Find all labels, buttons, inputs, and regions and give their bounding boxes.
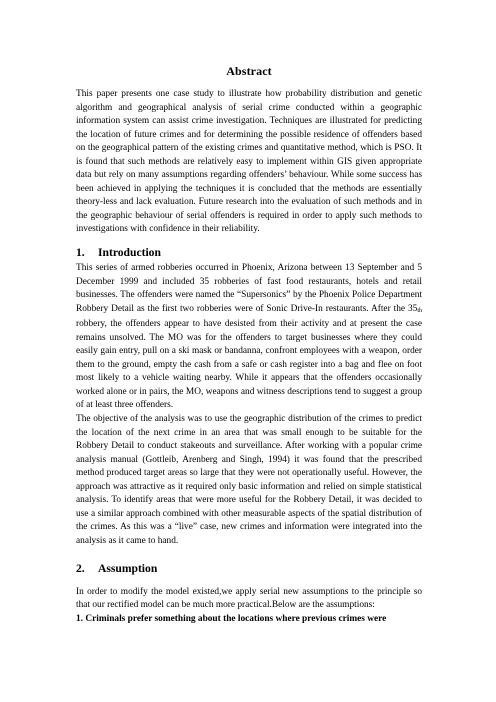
introduction-paragraph-1 (76, 262, 422, 413)
introduction-paragraph-2: The objective of the analysis was to use the geographic distribution of the crimes to predict the location of the next crime in an area that was small enough to be suitable for the Robbery Detail to conduct stakeouts and surveillance. After working with a popular crime analysis manual (Gottleib, Arenberg and Singh, 1994) it was found that the prescribed method produced target areas so large that they were not operationally useful. However, the approach was attractive as it required only basic information and relied on simple statistical analysis. To identify areas that were more useful for the Robbery Detail, it was decided to use a similar approach combined with other measurable aspects of the spatial distribution of the crimes. As this was a “live” case, new crimes and information were integrated into the analysis as it came to hand. (76, 414, 422, 546)
section-heading-assumption (76, 561, 422, 576)
abstract-title: Abstract (226, 64, 272, 78)
section-title: Assumption (98, 561, 158, 575)
paper-page (76, 64, 422, 626)
section-title: Introduction (98, 246, 161, 260)
assumption-intro: In order to modify the model existed,we apply serial new assumptions to the principle so that our rectified model can be much more practical.Below are the assumptions: (76, 586, 422, 611)
section-number: 2. (76, 561, 85, 575)
para-text: This series of armed robberies occurred in Phoenix, Arizona between 13 September and 5 December 1999 and included 35 robberies of fast food restaurants, hotels and retail businesses. The offenders were named the “Supersonics” by the Phoenix Police Department Robbery Detail as the first two robberies were of Sonic Drive-In restaurants. After the 35 (76, 263, 422, 314)
section-heading-introduction (76, 245, 422, 260)
ordinal-suffix: th (417, 307, 422, 314)
abstract-body: This paper presents one case study to illustrate how probability distribution and genetic algorithm and geographical analysis of serial crime conducted within a geographic information system can assist crime investigation. Techniques are illustrated for predicting the location of future crimes and for determining the possible residence of offenders based on the geographical pattern of the existing crimes and quantitative method, which is PSO. It is found that such methods are relatively easy to implement within GIS given appropriate data but rely on many assumptions regarding offenders’ behaviour. While some success has been achieved in applying the techniques it is concluded that the methods are essentially theory-less and lack evaluation. Future research into the evaluation of such methods and in the geographic behaviour of serial offenders is required in order to apply such methods to investigations with confidence in their reliability. (76, 89, 422, 235)
section-number: 1. (76, 246, 85, 260)
assumption-item-1: 1. Criminals prefer something about the locations where previous crimes were (76, 613, 387, 624)
para-text: robbery, the offenders appear to have desisted from their activity and at present the case remains unsolved. The MO was for the offenders to target businesses where they could easily gain entry, pull on a ski mask or bandanna, confront employees with a weapon, order them to the ground, empty the cash from a safe or cash register into a bag and flee on foot most likely to a vehicle waiting nearby. While it appears that the offenders occasionally worked alone or in pairs, the MO, weapons and witness descriptions tend to suggest a group of at least three offenders. (76, 319, 422, 411)
